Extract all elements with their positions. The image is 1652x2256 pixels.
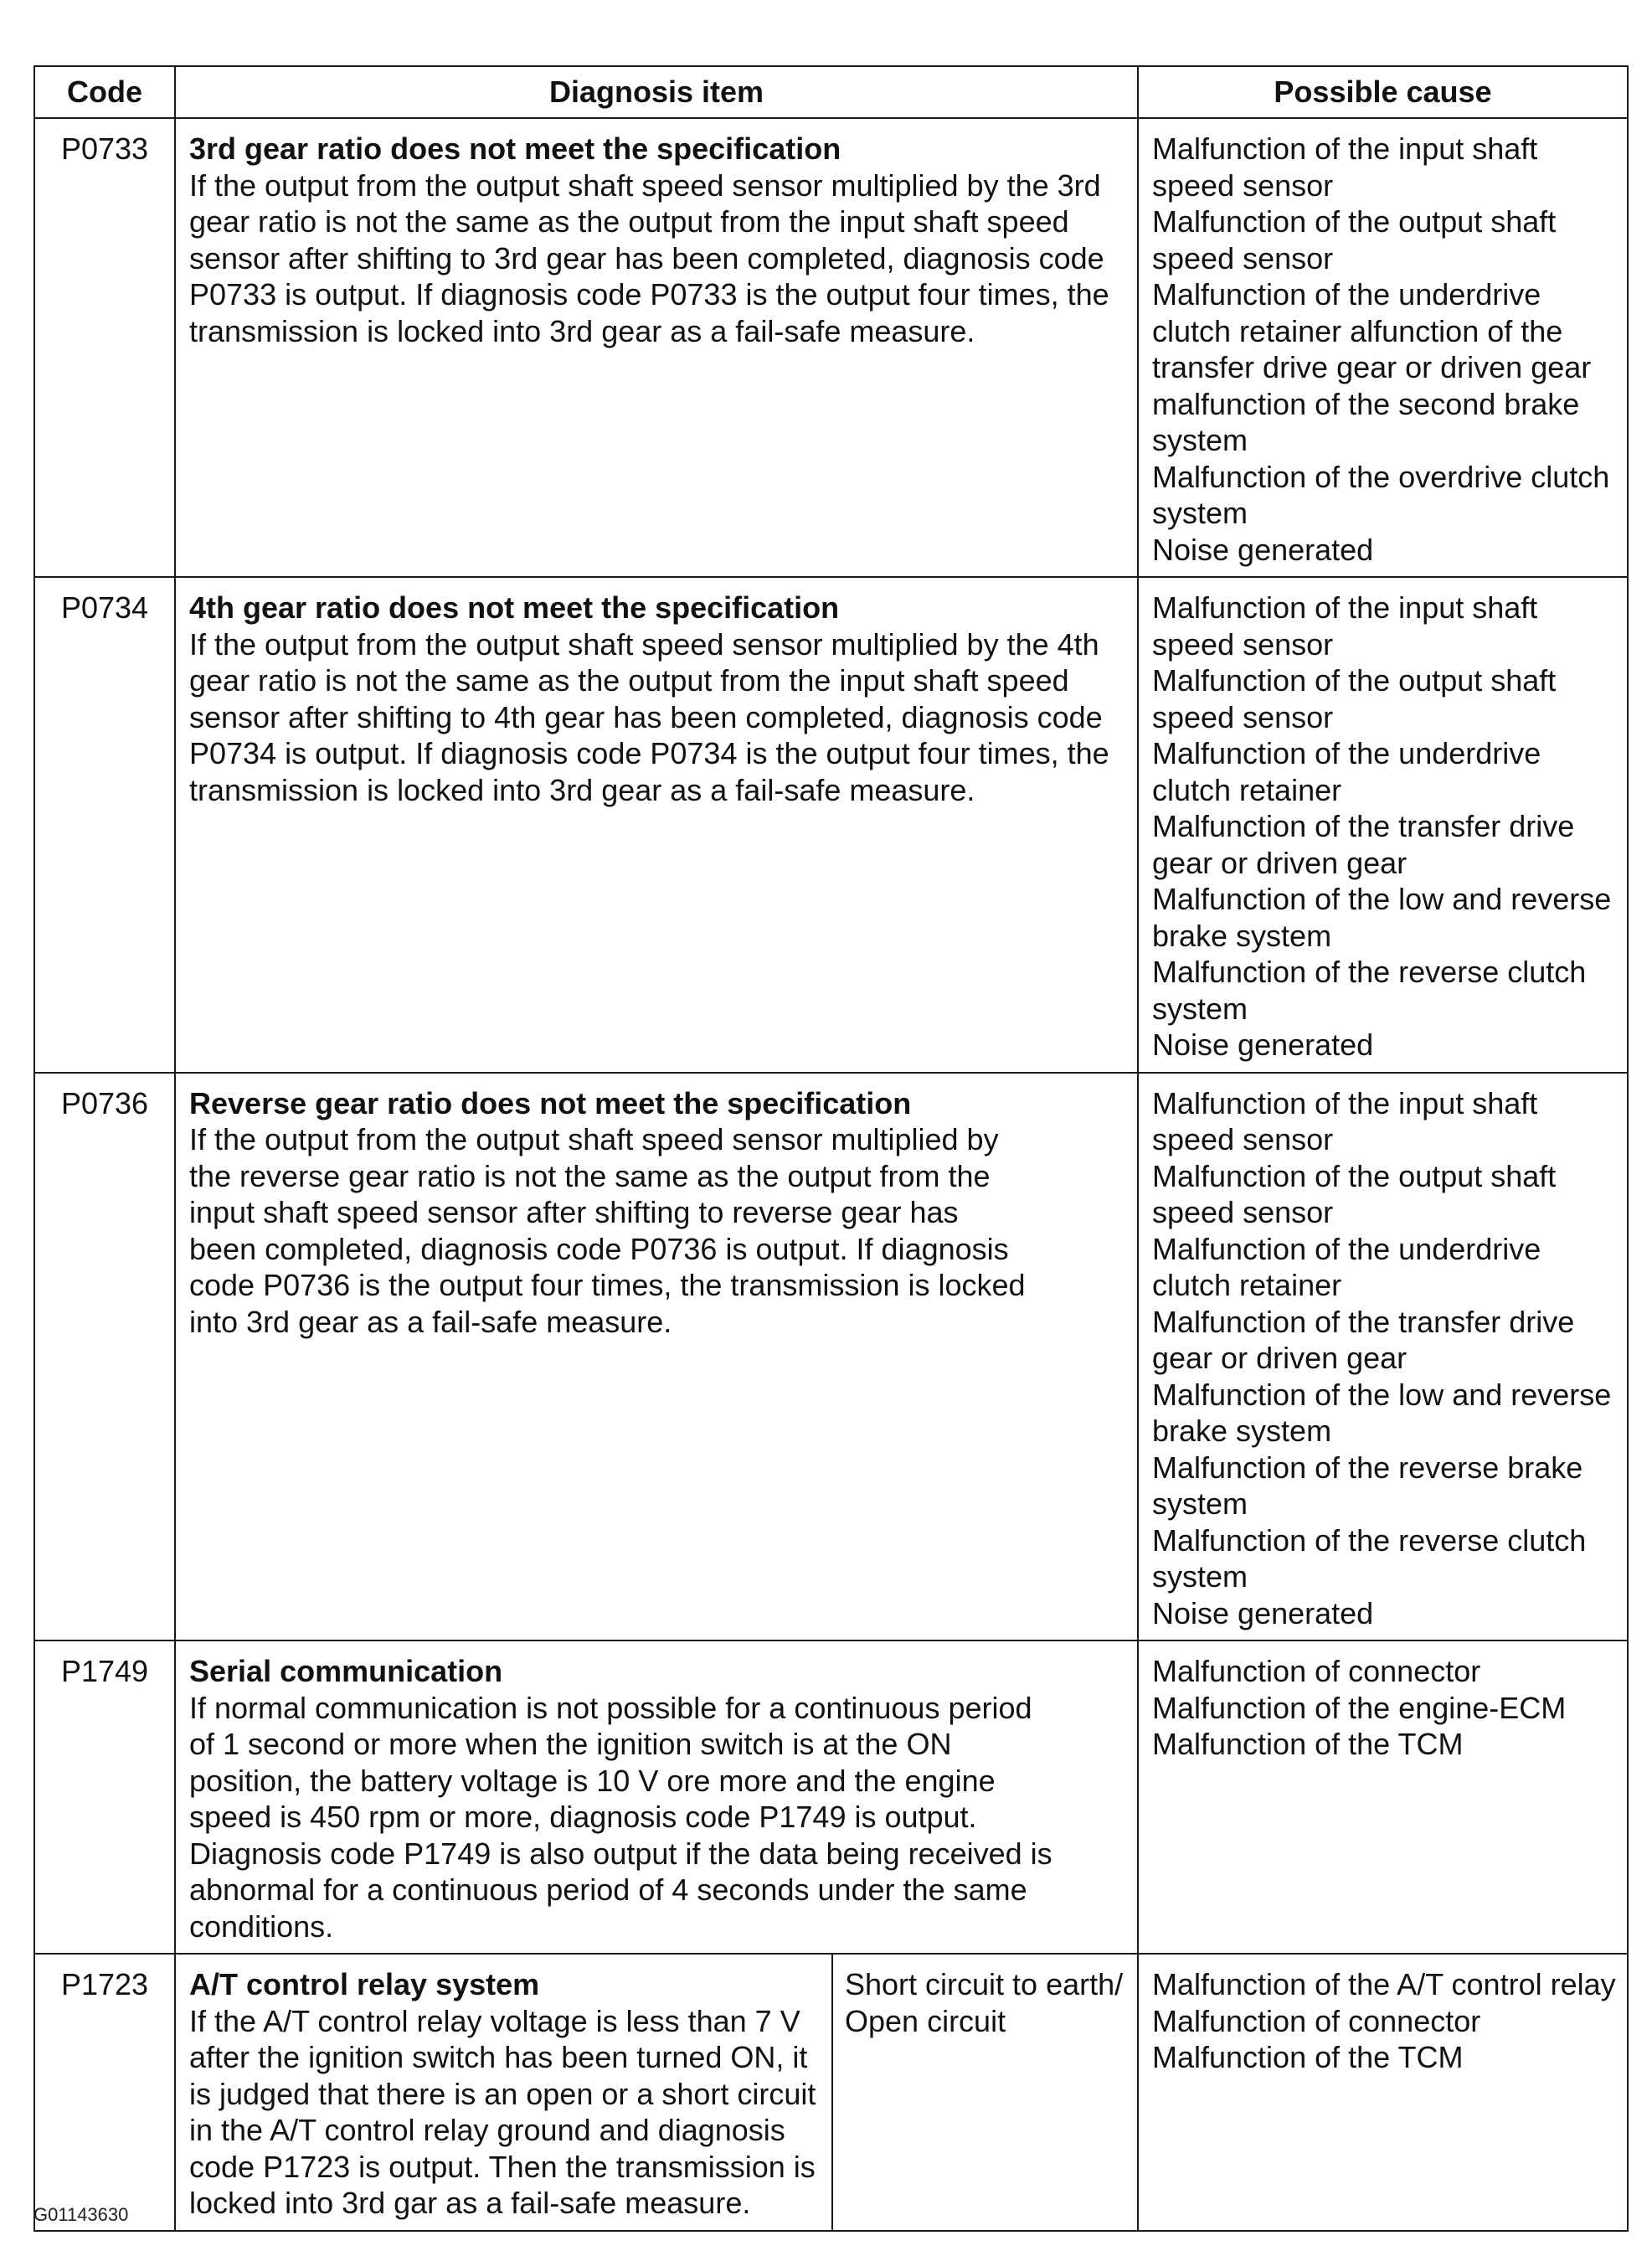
diagnosis-table — [33, 65, 1629, 2232]
cause-item: Noise generated — [1152, 1595, 1374, 1630]
cause-item: Malfunction of the output shaft speed sensor — [1152, 204, 1557, 276]
cause-item: Noise generated — [1152, 532, 1374, 567]
cause-item: Malfunction of the underdrive clutch retainer — [1152, 736, 1541, 807]
diagnosis-description: If the A/T control relay voltage is less than 7 V after the ignition switch has been turned ON, it is judged that there is an open or a short circuit in the A/T control relay ground and diagnosis code P1723 is output. Then the transmission is locked into 3rd gar as a fail-safe measure. — [189, 2003, 816, 2220]
table-row — [34, 1073, 1628, 1641]
figure-id: G01143630 — [33, 2204, 129, 2225]
diagnosis-item-cell — [175, 1954, 832, 2231]
header-code: Code — [34, 66, 175, 118]
table-row — [34, 118, 1628, 577]
table-row — [34, 577, 1628, 1073]
diagnosis-item-cell — [175, 1073, 1138, 1641]
diagnosis-item-cell — [175, 118, 1138, 577]
diagnosis-description: If the output from the output shaft speed sensor multiplied by the 3rd gear ratio is not the same as the output from the input shaft speed sensor after shifting to 3rd gear has been completed, diagnosis code P0733 is output. If diagnosis code P0733 is the output four times, the transmission is locked into 3rd gear as a fail-safe measure. — [189, 167, 1109, 348]
diagnosis-description: If normal communication is not possible for a continuous period of 1 second or more when the ignition switch is at the ON position, the battery voltage is 10 V ore more and the engine speed is 450 rpm or more, diagnosis code P1749 is output. Diagnosis code P1749 is also output if the data being received is abnormal for a continuous period of 4 seconds under the same conditions. — [189, 1690, 1052, 1944]
cause-item: Malfunction of the low and reverse brake system — [1152, 882, 1612, 953]
table-row — [34, 1954, 1628, 2231]
cause-item: Malfunction of the underdrive clutch retainer — [1152, 1231, 1541, 1302]
cause-item: Malfunction of the low and reverse brake system — [1152, 1377, 1612, 1448]
diagnosis-item-cell — [175, 577, 1138, 1073]
header-diagnosis-item: Diagnosis item — [175, 66, 1138, 118]
code-cell: P0733 — [34, 118, 175, 577]
cause-item: Malfunction of the transfer drive gear or driven gear — [1152, 809, 1575, 880]
cause-item: Malfunction of the output shaft speed sensor — [1152, 663, 1557, 734]
diagnosis-title: Reverse gear ratio does not meet the specification — [189, 1085, 912, 1120]
cause-item: Malfunction of the overdrive clutch system — [1152, 459, 1610, 530]
failure-condition-cell: Short circuit to earth/ Open circuit — [832, 1954, 1138, 2231]
cause-item: Malfunction of connector — [1152, 2003, 1481, 2038]
cause-item: Malfunction of the engine-ECM — [1152, 1690, 1567, 1725]
code-cell: P1723 — [34, 1954, 175, 2231]
possible-cause-cell — [1138, 118, 1628, 577]
cause-item: Malfunction of the reverse clutch system — [1152, 1522, 1587, 1594]
cause-item: Malfunction of the A/T control relay — [1152, 1967, 1616, 2001]
cause-item: Malfunction of the input shaft speed sensor — [1152, 131, 1538, 203]
cause-item: Malfunction of the reverse clutch system — [1152, 955, 1587, 1026]
cause-item: Malfunction of the input shaft speed sensor — [1152, 590, 1538, 662]
code-cell: P1749 — [34, 1640, 175, 1954]
cause-item: Malfunction of the input shaft speed sensor — [1152, 1085, 1538, 1156]
diagnosis-title: A/T control relay system — [189, 1967, 540, 2001]
possible-cause-cell — [1138, 577, 1628, 1073]
cause-item: Malfunction of the underdrive clutch retainer alfunction of the transfer drive gear or driven gear malfunction of the second brake system — [1152, 277, 1592, 457]
diagnosis-description: If the output from the output shaft speed sensor multiplied by the 4th gear ratio is not the same as the output from the input shaft speed sensor after shifting to 4th gear has been completed, diagnosis code P0734 is output. If diagnosis code P0734 is the output four times, the transmission is locked into 3rd gear as a fail-safe measure. — [189, 626, 1109, 807]
cause-item: Malfunction of the TCM — [1152, 2040, 1464, 2074]
cause-item: Malfunction of the TCM — [1152, 1727, 1464, 1761]
cause-item: Malfunction of connector — [1152, 1654, 1481, 1688]
header-row — [34, 66, 1628, 118]
possible-cause-cell — [1138, 1954, 1628, 2231]
header-possible-cause: Possible cause — [1138, 66, 1628, 118]
diagnosis-title: 4th gear ratio does not meet the specification — [189, 590, 840, 625]
cause-item: Malfunction of the reverse brake system — [1152, 1450, 1583, 1521]
possible-cause-cell — [1138, 1640, 1628, 1954]
table-row — [34, 1640, 1628, 1954]
cause-item: Malfunction of the output shaft speed sensor — [1152, 1158, 1557, 1229]
cause-item: Noise generated — [1152, 1028, 1374, 1062]
cause-item: Malfunction of the transfer drive gear or driven gear — [1152, 1304, 1575, 1375]
diagnosis-item-cell — [175, 1640, 1138, 1954]
possible-cause-cell — [1138, 1073, 1628, 1641]
diagnosis-title: 3rd gear ratio does not meet the specification — [189, 131, 841, 166]
code-cell: P0736 — [34, 1073, 175, 1641]
diagnosis-description: If the output from the output shaft speed sensor multiplied by the reverse gear ratio is not the same as the output from the input shaft speed sensor after shifting to reverse gear has been completed, diagnosis code P0736 is output. If diagnosis code P0736 is the output four times, the transmission is locked into 3rd gear as a fail-safe measure. — [189, 1122, 1026, 1339]
diagnosis-title: Serial communication — [189, 1654, 503, 1688]
code-cell: P0734 — [34, 577, 175, 1073]
